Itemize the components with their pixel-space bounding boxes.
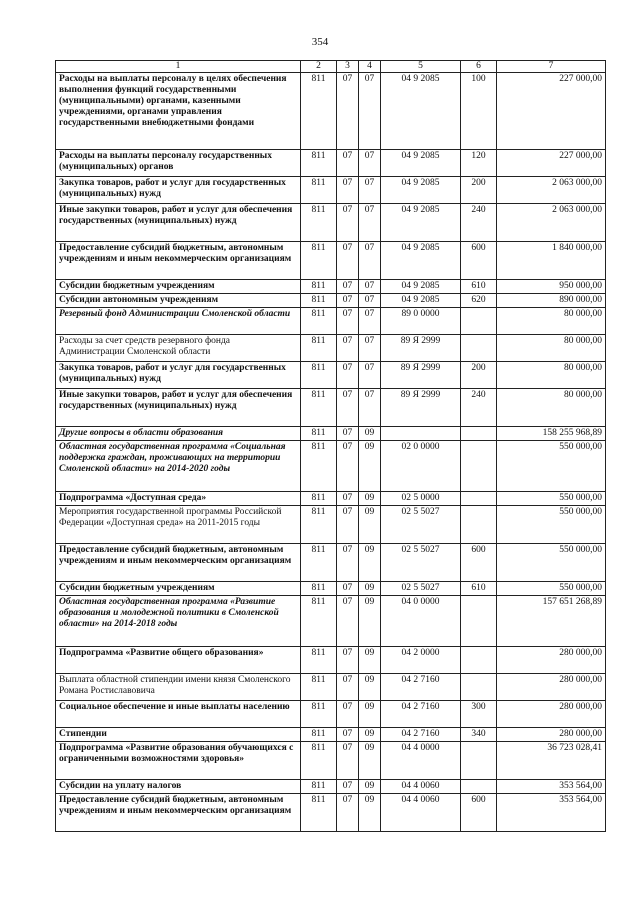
table-row (56, 544, 606, 582)
header-cell: 6 (461, 61, 497, 73)
row-section: 07 (337, 492, 359, 506)
row-section: 07 (337, 544, 359, 582)
row-target-article: 04 9 2085 (381, 177, 461, 204)
row-code: 811 (301, 647, 337, 674)
row-amount: 550 000,00 (497, 506, 606, 544)
row-subsection: 07 (359, 280, 381, 294)
row-expense-type: 600 (461, 544, 497, 582)
row-target-article: 02 5 0000 (381, 492, 461, 506)
row-name: Выплата областной стипендии имени князя Смоленского Романа Ростиславовича (56, 674, 301, 701)
header-cell: 7 (497, 61, 606, 73)
table-row (56, 674, 606, 701)
row-target-article: 04 2 7160 (381, 728, 461, 742)
row-amount: 1 840 000,00 (497, 242, 606, 280)
row-amount: 80 000,00 (497, 389, 606, 427)
row-subsection: 07 (359, 204, 381, 242)
row-subsection: 07 (359, 308, 381, 335)
row-amount: 2 063 000,00 (497, 177, 606, 204)
row-expense-type: 200 (461, 362, 497, 389)
table-row (56, 242, 606, 280)
table-row (56, 389, 606, 427)
table-row (56, 335, 606, 362)
row-target-article: 04 2 7160 (381, 674, 461, 701)
row-expense-type: 120 (461, 150, 497, 177)
row-expense-type (461, 506, 497, 544)
row-code: 811 (301, 280, 337, 294)
row-name: Расходы за счет средств резервного фонда Администрации Смоленской области (56, 335, 301, 362)
row-name: Подпрограмма «Доступная среда» (56, 492, 301, 506)
row-target-article: 04 9 2085 (381, 73, 461, 150)
table-row (56, 506, 606, 544)
row-amount: 550 000,00 (497, 544, 606, 582)
row-expense-type: 240 (461, 389, 497, 427)
row-amount: 950 000,00 (497, 280, 606, 294)
row-section: 07 (337, 177, 359, 204)
row-subsection: 07 (359, 335, 381, 362)
row-name: Подпрограмма «Развитие образования обучающихся с ограниченными возможностями здоровья» (56, 742, 301, 780)
row-section: 07 (337, 427, 359, 441)
row-amount: 158 255 968,89 (497, 427, 606, 441)
row-section: 07 (337, 742, 359, 780)
row-subsection: 07 (359, 242, 381, 280)
row-subsection: 07 (359, 389, 381, 427)
row-code: 811 (301, 441, 337, 492)
row-subsection: 09 (359, 544, 381, 582)
row-subsection: 09 (359, 728, 381, 742)
table-row (56, 177, 606, 204)
row-section: 07 (337, 506, 359, 544)
row-section: 07 (337, 308, 359, 335)
row-code: 811 (301, 177, 337, 204)
row-name: Иные закупки товаров, работ и услуг для обеспечения государственных (муниципальных) нужд (56, 204, 301, 242)
row-code: 811 (301, 294, 337, 308)
row-target-article (381, 427, 461, 441)
row-subsection: 07 (359, 362, 381, 389)
row-name: Закупка товаров, работ и услуг для государственных (муниципальных) нужд (56, 362, 301, 389)
row-code: 811 (301, 596, 337, 647)
row-expense-type: 620 (461, 294, 497, 308)
row-section: 07 (337, 794, 359, 832)
row-section: 07 (337, 294, 359, 308)
row-expense-type: 300 (461, 701, 497, 728)
row-name: Расходы на выплаты персоналу государственных (муниципальных) органов (56, 150, 301, 177)
row-expense-type: 100 (461, 73, 497, 150)
budget-table (55, 60, 606, 832)
row-code: 811 (301, 427, 337, 441)
row-code: 811 (301, 582, 337, 596)
row-target-article: 04 4 0060 (381, 780, 461, 794)
row-target-article: 89 Я 2999 (381, 362, 461, 389)
table-row (56, 728, 606, 742)
row-amount: 550 000,00 (497, 441, 606, 492)
table-row (56, 596, 606, 647)
table-row (56, 294, 606, 308)
row-amount: 36 723 028,41 (497, 742, 606, 780)
row-amount: 227 000,00 (497, 150, 606, 177)
row-subsection: 09 (359, 780, 381, 794)
row-amount: 353 564,00 (497, 794, 606, 832)
row-target-article: 89 Я 2999 (381, 335, 461, 362)
row-code: 811 (301, 728, 337, 742)
row-amount: 550 000,00 (497, 582, 606, 596)
row-name: Резервный фонд Администрации Смоленской области (56, 308, 301, 335)
header-row (56, 61, 606, 73)
row-expense-type (461, 647, 497, 674)
row-subsection: 09 (359, 427, 381, 441)
row-amount: 2 063 000,00 (497, 204, 606, 242)
table-row (56, 150, 606, 177)
row-expense-type (461, 441, 497, 492)
row-code: 811 (301, 742, 337, 780)
row-code: 811 (301, 780, 337, 794)
row-expense-type (461, 335, 497, 362)
row-target-article: 04 9 2085 (381, 294, 461, 308)
table-row (56, 362, 606, 389)
header-cell: 2 (301, 61, 337, 73)
row-section: 07 (337, 780, 359, 794)
row-name: Мероприятия государственной программы Российской Федерации «Доступная среда» на 2011-2015 годы (56, 506, 301, 544)
row-subsection: 07 (359, 294, 381, 308)
row-amount: 157 651 268,89 (497, 596, 606, 647)
row-target-article: 89 0 0000 (381, 308, 461, 335)
row-subsection: 09 (359, 647, 381, 674)
row-name: Другие вопросы в области образования (56, 427, 301, 441)
row-name: Расходы на выплаты персоналу в целях обеспечения выполнения функций государственными (муниципальными) органами, казенными учреждениями, органами управления государственными внебюджетными фондами (56, 73, 301, 150)
row-amount: 353 564,00 (497, 780, 606, 794)
row-section: 07 (337, 73, 359, 150)
table-body (56, 73, 606, 832)
row-section: 07 (337, 389, 359, 427)
row-expense-type: 340 (461, 728, 497, 742)
row-name: Субсидии бюджетным учреждениям (56, 582, 301, 596)
row-code: 811 (301, 308, 337, 335)
row-section: 07 (337, 242, 359, 280)
row-target-article: 04 4 0060 (381, 794, 461, 832)
row-section: 07 (337, 204, 359, 242)
row-section: 07 (337, 441, 359, 492)
row-expense-type: 240 (461, 204, 497, 242)
row-amount: 80 000,00 (497, 362, 606, 389)
row-amount: 280 000,00 (497, 647, 606, 674)
table-row (56, 794, 606, 832)
row-target-article: 89 Я 2999 (381, 389, 461, 427)
row-amount: 280 000,00 (497, 674, 606, 701)
row-expense-type: 610 (461, 280, 497, 294)
row-name: Социальное обеспечение и иные выплаты населению (56, 701, 301, 728)
row-name: Иные закупки товаров, работ и услуг для обеспечения государственных (муниципальных) нужд (56, 389, 301, 427)
row-amount: 550 000,00 (497, 492, 606, 506)
row-expense-type (461, 308, 497, 335)
table-row (56, 308, 606, 335)
table-row (56, 204, 606, 242)
row-amount: 80 000,00 (497, 335, 606, 362)
row-code: 811 (301, 492, 337, 506)
row-subsection: 09 (359, 794, 381, 832)
row-code: 811 (301, 674, 337, 701)
row-section: 07 (337, 728, 359, 742)
row-amount: 80 000,00 (497, 308, 606, 335)
row-target-article: 02 5 5027 (381, 506, 461, 544)
row-name: Подпрограмма «Развитие общего образования» (56, 647, 301, 674)
table-row (56, 441, 606, 492)
row-section: 07 (337, 362, 359, 389)
row-expense-type: 600 (461, 794, 497, 832)
row-expense-type (461, 742, 497, 780)
row-name: Предоставление субсидий бюджетным, автономным учреждениям и иным некоммерческим организациям (56, 242, 301, 280)
row-amount: 227 000,00 (497, 73, 606, 150)
row-expense-type (461, 492, 497, 506)
row-code: 811 (301, 701, 337, 728)
row-name: Предоставление субсидий бюджетным, автономным учреждениям и иным некоммерческим организациям (56, 794, 301, 832)
table-row (56, 280, 606, 294)
row-code: 811 (301, 794, 337, 832)
row-name: Предоставление субсидий бюджетным, автономным учреждениям и иным некоммерческим организациям (56, 544, 301, 582)
page-number: 354 (311, 36, 329, 48)
row-target-article: 04 9 2085 (381, 242, 461, 280)
row-name: Субсидии на уплату налогов (56, 780, 301, 794)
row-target-article: 04 2 7160 (381, 701, 461, 728)
row-code: 811 (301, 150, 337, 177)
row-section: 07 (337, 280, 359, 294)
row-code: 811 (301, 335, 337, 362)
row-code: 811 (301, 544, 337, 582)
table-row (56, 647, 606, 674)
row-name: Субсидии автономным учреждениям (56, 294, 301, 308)
row-code: 811 (301, 362, 337, 389)
row-section: 07 (337, 582, 359, 596)
row-subsection: 09 (359, 582, 381, 596)
row-section: 07 (337, 335, 359, 362)
row-code: 811 (301, 73, 337, 150)
row-target-article: 02 5 5027 (381, 582, 461, 596)
row-subsection: 09 (359, 596, 381, 647)
row-expense-type: 610 (461, 582, 497, 596)
header-cell: 4 (359, 61, 381, 73)
row-subsection: 09 (359, 492, 381, 506)
row-target-article: 04 0 0000 (381, 596, 461, 647)
table-row (56, 701, 606, 728)
row-section: 07 (337, 674, 359, 701)
row-subsection: 09 (359, 506, 381, 544)
row-code: 811 (301, 204, 337, 242)
row-section: 07 (337, 647, 359, 674)
row-target-article: 04 9 2085 (381, 280, 461, 294)
row-section: 07 (337, 701, 359, 728)
row-expense-type (461, 427, 497, 441)
row-expense-type: 600 (461, 242, 497, 280)
row-expense-type (461, 596, 497, 647)
header-cell: 3 (337, 61, 359, 73)
row-subsection: 07 (359, 73, 381, 150)
row-target-article: 02 5 5027 (381, 544, 461, 582)
row-amount: 280 000,00 (497, 701, 606, 728)
row-expense-type (461, 780, 497, 794)
row-code: 811 (301, 389, 337, 427)
row-name: Стипендии (56, 728, 301, 742)
row-expense-type (461, 674, 497, 701)
row-target-article: 04 4 0000 (381, 742, 461, 780)
row-target-article: 02 0 0000 (381, 441, 461, 492)
table-row (56, 73, 606, 150)
row-subsection: 09 (359, 701, 381, 728)
row-name: Областная государственная программа «Социальная поддержка граждан, проживающих на территории Смоленской области» на 2014-2020 годы (56, 441, 301, 492)
row-target-article: 04 9 2085 (381, 204, 461, 242)
row-subsection: 07 (359, 150, 381, 177)
row-code: 811 (301, 506, 337, 544)
header-cell: 1 (56, 61, 301, 73)
row-code: 811 (301, 242, 337, 280)
row-amount: 890 000,00 (497, 294, 606, 308)
row-section: 07 (337, 150, 359, 177)
row-subsection: 09 (359, 441, 381, 492)
table-row (56, 427, 606, 441)
header-cell: 5 (381, 61, 461, 73)
table-row (56, 492, 606, 506)
row-expense-type: 200 (461, 177, 497, 204)
row-target-article: 04 9 2085 (381, 150, 461, 177)
table-row (56, 742, 606, 780)
row-name: Областная государственная программа «Развитие образования и молодежной политики в Смоленской области» на 2014-2018 годы (56, 596, 301, 647)
table-row (56, 780, 606, 794)
row-target-article: 04 2 0000 (381, 647, 461, 674)
row-amount: 280 000,00 (497, 728, 606, 742)
row-subsection: 09 (359, 674, 381, 701)
row-name: Закупка товаров, работ и услуг для государственных (муниципальных) нужд (56, 177, 301, 204)
row-subsection: 07 (359, 177, 381, 204)
table-row (56, 582, 606, 596)
row-subsection: 09 (359, 742, 381, 780)
row-section: 07 (337, 596, 359, 647)
row-name: Субсидии бюджетным учреждениям (56, 280, 301, 294)
